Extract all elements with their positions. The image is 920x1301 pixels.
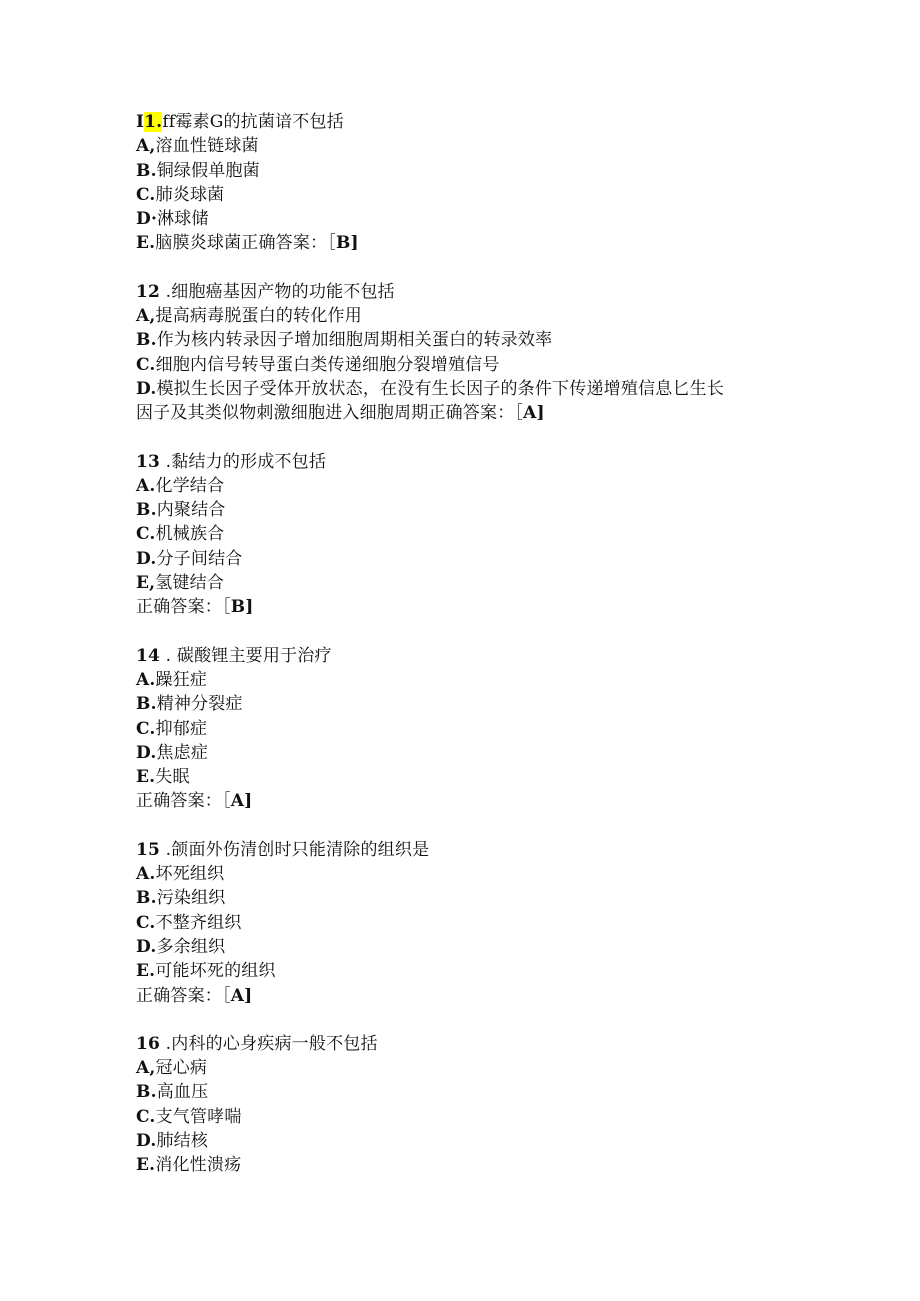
question-15 [136,838,796,1008]
question-stem-text: .颌面外伤清创时只能清除的组织是 [160,839,430,860]
option-b: B.高血压 [136,1082,209,1103]
answer-line [136,595,796,619]
exam-page [136,110,796,1202]
question-number: 13 [136,451,161,472]
answer-key: B] [335,233,359,254]
question-stem [136,1032,796,1056]
question-number: 15 [136,839,161,860]
option-c: C.抑郁症 [136,718,208,739]
question-stem-text: .细胞癌基因产物的功能不包括 [160,281,395,302]
question-number-highlight: 1. [144,112,163,132]
question-13 [136,450,796,620]
option-e: E,氢键结合 [136,573,225,594]
answer-label: 正确答案：［ [136,985,231,1006]
option-e: E.失眠 [136,767,190,788]
option-a: A,提高病毒脱蛋白的转化作用 [136,306,362,327]
question-stem [136,280,796,304]
question-stem [136,838,796,862]
option-d: D.分子间结合 [136,548,243,569]
question-stem-text: . 碳酸锂主要用于治疗 [160,645,332,666]
question-stem [136,450,796,474]
option-d: D.肺结核 [136,1130,209,1151]
option-b: B.作为核内转录因子增加细胞周期相关蛋白的转录效率 [136,330,553,351]
option-e: E.脑膜炎球菌正确答案：［B] [136,233,359,254]
option-d: D.焦虑症 [136,742,209,763]
option-a: A.坏死组织 [136,864,225,885]
question-12 [136,280,796,426]
option-b: B.铜绿假单胞菌 [136,160,260,181]
option-d: D.多余组织 [136,936,226,957]
option-b: B.污染组织 [136,888,226,909]
answer-line [136,789,796,813]
question-number: 16 [136,1033,161,1054]
question-number: 14 [136,645,161,666]
option-d: D·淋球储 [136,209,209,230]
answer-key: A] [523,403,545,424]
answer-label: 正确答案：［ [136,791,231,812]
option-c: C.细胞内信号转导蛋白类传递细胞分裂增殖信号 [136,354,500,375]
question-16 [136,1032,796,1178]
question-stem [136,644,796,668]
option-a: A.化学结合 [136,475,225,496]
option-c: C.肺炎球菌 [136,184,225,205]
option-b: B.内聚结合 [136,500,226,521]
question-stem-text: .黏结力的形成不包括 [160,451,327,472]
question-stem [136,110,796,134]
answer-label: 正确答案：［ [136,597,231,618]
option-b: B.精神分裂症 [136,694,243,715]
answer-key: A] [230,791,253,812]
option-a: A.躁狂症 [136,669,208,690]
question-11 [136,110,796,256]
question-stem-text: .内科的心身疾病一般不包括 [160,1033,378,1054]
answer-key: B] [230,597,254,618]
option-d: D.模拟生长因子受体开放状态，在没有生长因子的条件下传递增殖信息匕生长 [136,378,725,399]
question-14 [136,644,796,814]
option-e: E.可能坏死的组织 [136,961,276,982]
option-c: C.机械族合 [136,524,225,545]
option-c: C.支气管哮喘 [136,1106,242,1127]
question-stem-text: ff霉素G的抗菌谙不包括 [162,112,344,132]
option-d-continuation: 因子及其类似物刺激细胞进入细胞周期正确答案：［A] [136,403,545,424]
answer-line [136,984,796,1008]
question-number-prefix: I [136,112,145,132]
option-a: A,溶血性链球菌 [136,136,259,157]
option-a: A,冠心病 [136,1058,208,1079]
option-c: C.不整齐组织 [136,912,242,933]
question-number: 12 [136,281,161,302]
answer-key: A] [230,985,253,1006]
option-e: E.消化性溃疡 [136,1155,242,1176]
